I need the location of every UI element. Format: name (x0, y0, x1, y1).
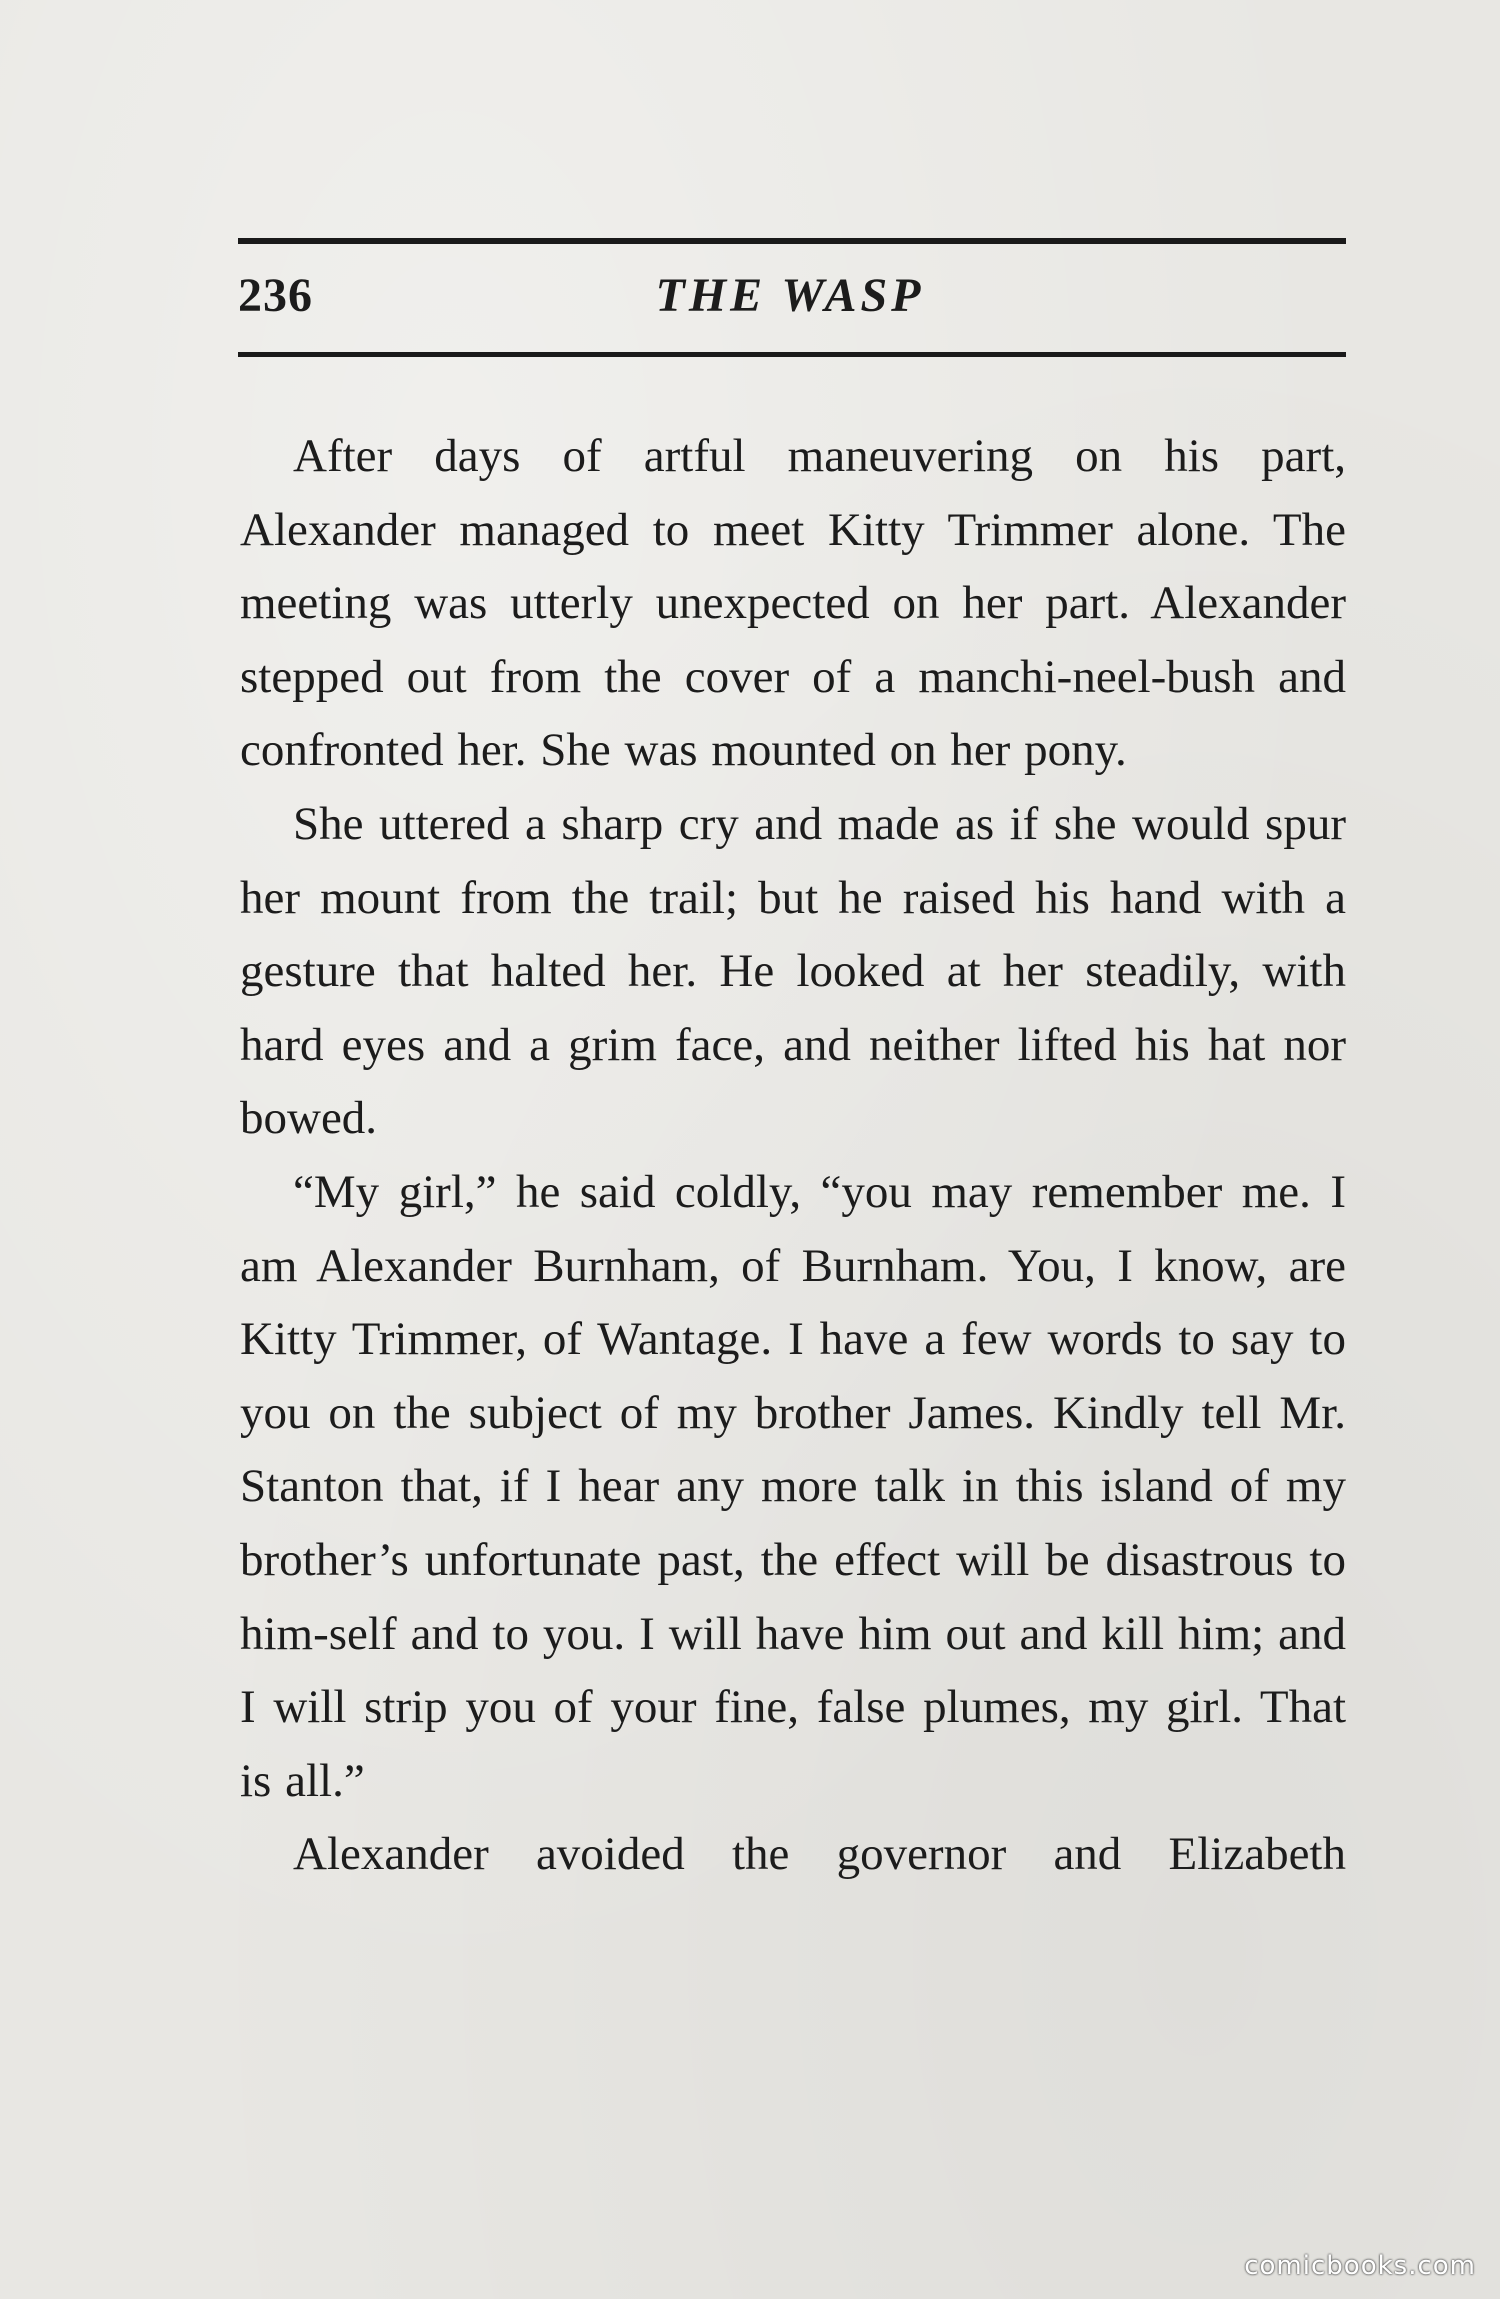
page-number: 236 (238, 269, 313, 322)
running-title: THE WASP (655, 269, 925, 322)
watermark: comicbooks.com (1244, 2251, 1476, 2281)
paragraph-3: “My girl,” he said coldly, “you may remember me. I am Alexander Burnham, of Burnham. You, I know, are Kitty Trimmer, of Wantage. I have a few words to say to you on the subject of my brother James. Kindly tell Mr. Stanton that, if I hear any more talk in this island of my brother’s unfortunate past, the effect will be disastrous to him-self and to you. I will have him out and kill him; and I will strip you of your fine, false plumes, my girl. That is all.” (240, 1165, 1346, 1807)
paragraph-1: After days of artful maneuvering on his part, Alexander managed to meet Kitty Trimmer alone. The meeting was utterly unexpected on her part. Alexander stepped out from the cover of a manchi-neel-bush and confronted her. She was mounted on her pony. (240, 430, 1346, 777)
paragraph-2: She uttered a sharp cry and made as if she would spur her mount from the trail; but he raised his hand with a gesture that halted her. He looked at her steadily, with hard eyes and a grim face, and neither lifted his hat nor bowed. (240, 797, 1346, 1145)
header-rule-bottom (238, 352, 1346, 357)
paragraph-4: Alexander avoided the governor and Elizabeth (293, 1828, 1346, 1881)
header-rule-top (238, 238, 1346, 244)
body-text (240, 420, 1346, 1892)
